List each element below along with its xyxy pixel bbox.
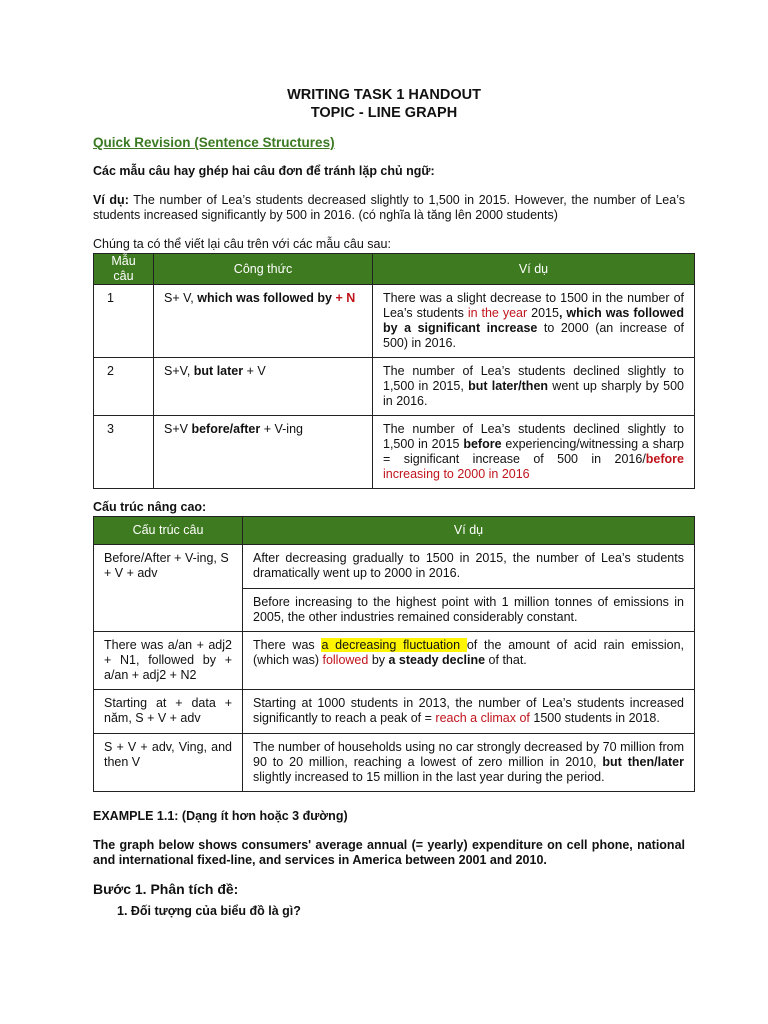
table-row	[94, 545, 695, 589]
row-example: The number of Lea’s students declined slightly to 1,500 in 2015 before experiencing/witnessing a sharp = significant increase of 500 in 2016/before increasing to 2000 in 2016	[373, 416, 695, 489]
graph-description: The graph below shows consumers' average annual (= yearly) expenditure on cell phone, national and international fixed-line, and services in America between 2001 and 2010.	[93, 838, 685, 867]
table-row	[94, 734, 695, 792]
row-structure: Before/After + V-ing, S + V + adv	[94, 545, 243, 632]
table-header-row	[94, 254, 695, 285]
row-structure: S + V + adv, Ving, and then V	[94, 734, 243, 792]
sentence-patterns-table	[93, 253, 695, 489]
example-heading: EXAMPLE 1.1: (Dạng ít hơn hoặc 3 đường)	[93, 809, 348, 823]
row-example: The number of Lea’s students declined slightly to 1,500 in 2015, but later/then went up sharply by 500 in 2016.	[373, 358, 695, 416]
row-structure: Starting at + data + năm, S + V + adv	[94, 690, 243, 734]
table-row	[94, 358, 695, 416]
advanced-structures-table	[93, 516, 695, 792]
row-example: There was a decreasing fluctuation of the amount of acid rain emission, (which was) followed by a steady decline of that.	[243, 632, 695, 690]
row-formula: S+V, but later + V	[154, 358, 373, 416]
advanced-structures-label: Cấu trúc nâng cao:	[93, 500, 207, 514]
table-row	[94, 632, 695, 690]
row-example: Starting at 1000 students in 2013, the number of Lea’s students increased significantly to reach a peak of = reach a climax of 1500 students in 2018.	[243, 690, 695, 734]
table-row	[94, 690, 695, 734]
header-example: Ví dụ	[373, 254, 695, 285]
question-1: 1. Đối tượng của biểu đồ là gì?	[117, 904, 301, 918]
example-paragraph	[93, 193, 685, 223]
row-example: There was a slight decrease to 1500 in the number of Lea’s students in the year 2015, which was followed by a significant increase to 2000 (an increase of 500) in 2016.	[373, 285, 695, 358]
header-structure: Cấu trúc câu	[94, 517, 243, 545]
row-number: 2	[94, 358, 154, 416]
row-example: After decreasing gradually to 1500 in 2015, the number of Lea’s students dramatically went up to 2000 in 2016.	[243, 545, 695, 589]
row-formula: S+V before/after + V-ing	[154, 416, 373, 489]
intro-text: Các mẫu câu hay ghép hai câu đơn để tránh lặp chủ ngữ:	[93, 164, 435, 178]
row-example: The number of households using no car strongly decreased by 70 million from 90 to 20 million, reaching a lowest of zero million in 2010, but then/later slightly increased to 15 million in the last year during the period.	[243, 734, 695, 792]
header-pattern: Mẫu câu	[94, 254, 154, 285]
example-label: Ví dụ:	[93, 193, 129, 207]
row-structure: There was a/an + adj2 + N1, followed by + a/an + adj2 + N2	[94, 632, 243, 690]
header-formula: Công thức	[154, 254, 373, 285]
row-formula: S+ V, which was followed by + N	[154, 285, 373, 358]
row-example: Before increasing to the highest point with 1 million tonnes of emissions in 2005, the other industries remained considerably constant.	[243, 589, 695, 632]
step1-heading: Bước 1. Phân tích đề:	[93, 881, 239, 897]
rewrite-intro: Chúng ta có thể viết lại câu trên với các mẫu câu sau:	[93, 237, 391, 251]
table-row	[94, 285, 695, 358]
row-number: 3	[94, 416, 154, 489]
title-line1: WRITING TASK 1 HANDOUT	[287, 87, 481, 103]
row-number: 1	[94, 285, 154, 358]
title-line2: TOPIC - LINE GRAPH	[310, 105, 458, 121]
example-text: The number of Lea’s students decreased slightly to 1,500 in 2015. However, the number of Lea’s students increased significantly by 500 in 2016. (có nghĩa là tăng lên 2000 students)	[93, 193, 686, 222]
quick-revision-heading: Quick Revision (Sentence Structures)	[93, 135, 335, 150]
table-header-row	[94, 517, 695, 545]
header-example: Ví dụ	[243, 517, 695, 545]
table-row	[94, 416, 695, 489]
